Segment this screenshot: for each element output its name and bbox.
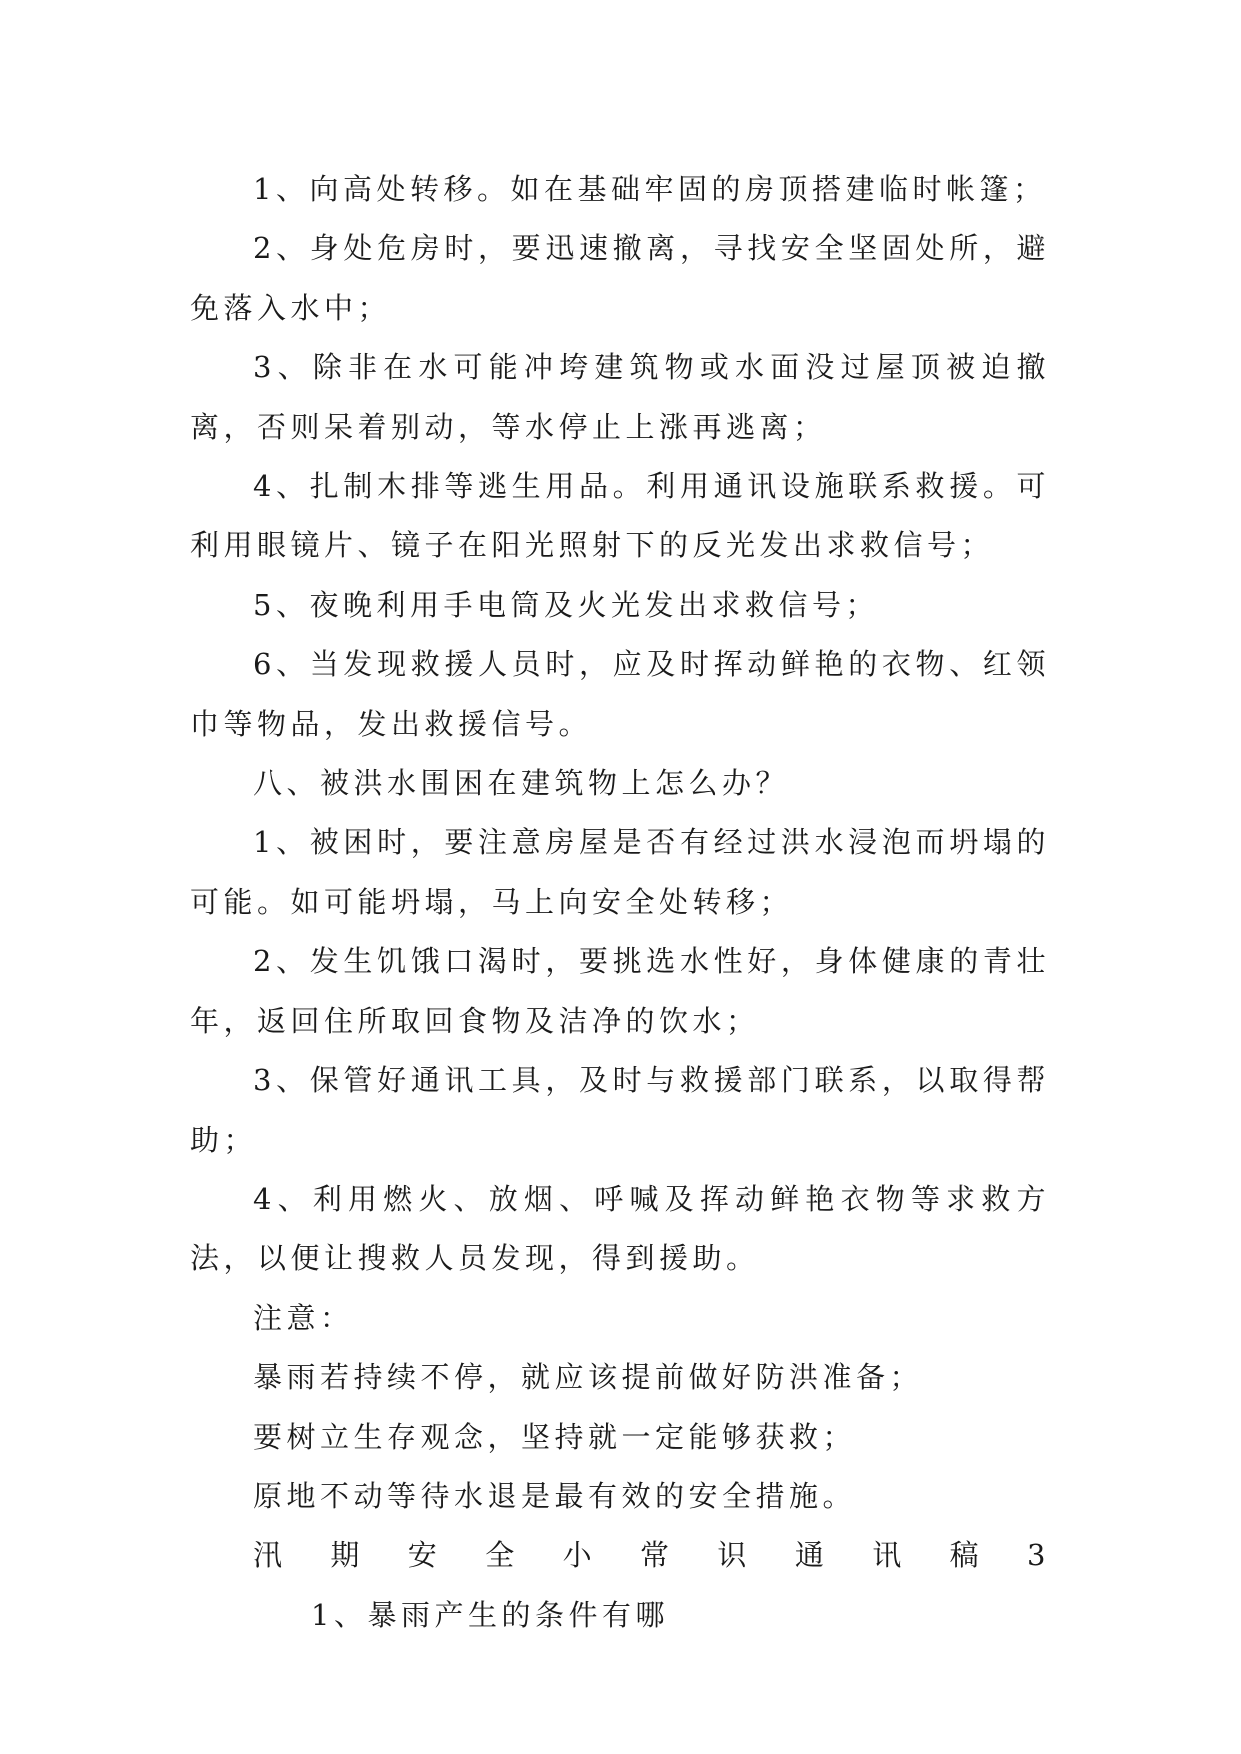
note-item-2: 要树立生存观念，坚持就一定能够获救；	[253, 1419, 857, 1454]
note-item-1: 暴雨若持续不停，就应该提前做好防洪准备；	[253, 1360, 924, 1395]
paragraph-step-6: 6、当发现救援人员时，应及时挥动鲜艳的衣物、红领巾等物品，发出救援信号。	[190, 647, 1050, 741]
next-article-heading: 汛期安全小常识通讯稿3	[253, 1538, 1050, 1573]
paragraph-trapped-4: 4、利用燃火、放烟、呼喊及挥动鲜艳衣物等求救方法，以便让搜救人员发现，得到援助。	[190, 1181, 1050, 1276]
paragraph-trapped-3: 3、保管好通讯工具，及时与救援部门联系，以取得帮助；	[190, 1063, 1050, 1157]
next-article-first-sentence: 1、暴雨产生的条件有哪	[311, 1597, 669, 1632]
document-body	[190, 160, 1050, 1645]
paragraph-step-3: 3、除非在水可能冲垮建筑物或水面没过屋顶被迫撤离，否则呆着别动，等水停止上涨再逃离；	[190, 350, 1050, 444]
paragraph-trapped-2: 2、发生饥饿口渴时，要挑选水性好，身体健康的青壮年，返回住所取回食物及洁净的饮水；	[190, 944, 1050, 1038]
paragraph-step-1: 1、向高处转移。如在基础牢固的房顶搭建临时帐篷；	[253, 172, 1047, 206]
note-item-3: 原地不动等待水退是最有效的安全措施。	[253, 1478, 857, 1513]
section-heading-8: 八、被洪水围困在建筑物上怎么办？	[253, 766, 790, 801]
paragraph-step-2: 2、身处危房时，要迅速撤离，寻找安全坚固处所，避免落入水中；	[190, 231, 1050, 325]
paragraph-trapped-1: 1、被困时，要注意房屋是否有经过洪水浸泡而坍塌的可能。如可能坍塌，马上向安全处转移；	[190, 825, 1050, 919]
paragraph-step-5: 5、夜晚利用手电筒及火光发出求救信号；	[253, 587, 879, 622]
next-article-line	[190, 1526, 1050, 1645]
note-heading: 注意：	[253, 1300, 354, 1335]
paragraph-step-4: 4、扎制木排等逃生用品。利用通讯设施联系救援。可利用眼镜片、镜子在阳光照射下的反光发出求救信号；	[190, 469, 1050, 563]
